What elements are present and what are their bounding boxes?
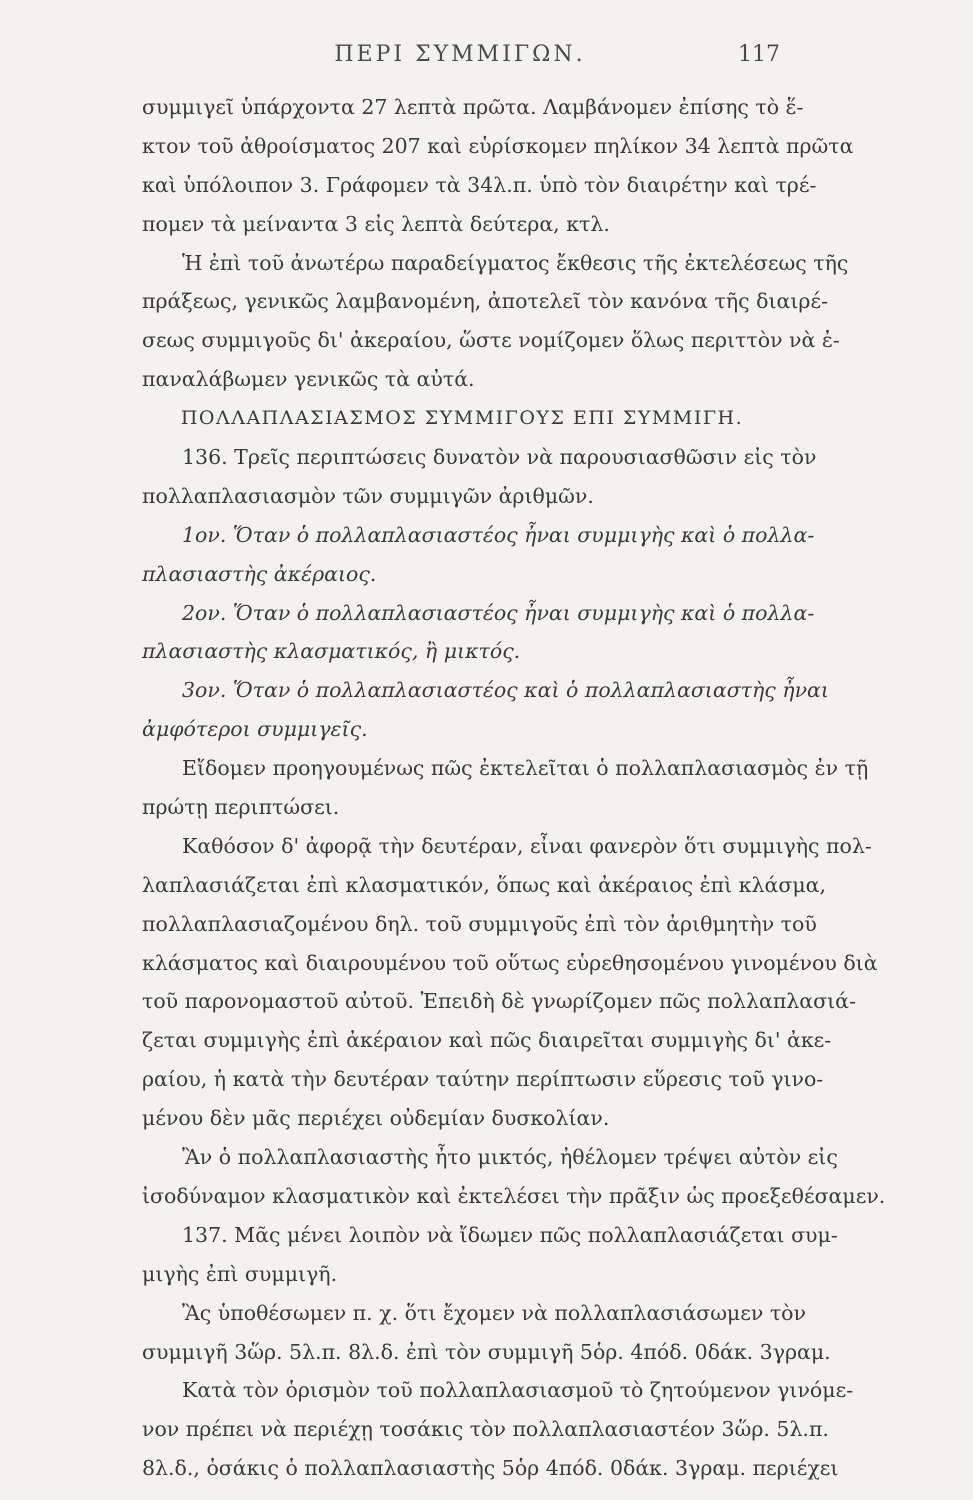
section-heading: ΠΟΛΛΑΠΛΑΣΙΑΣΜΟΣ ΣΥΜΜΙΓΟΥΣ ΕΠΙ ΣΥΜΜΙΓΗ.: [180, 407, 744, 430]
page-body: [142, 88, 886, 1488]
text-line: κλάσματος καὶ διαιρουμένου τοῦ οὕτως εὑρεθησομένου γινομένου διὰ: [142, 950, 878, 975]
text-line: κτον τοῦ ἀθροίσματος 207 καὶ εὑρίσκομεν πηλίκον 34 λεπτὰ πρῶτα: [142, 133, 854, 158]
text-line: τοῦ παρονομαστοῦ αὐτοῦ. Ἐπειδὴ δὲ γνωρίζομεν πῶς πολλαπλασιά-: [142, 989, 856, 1014]
text-line: παναλάβωμεν γενικῶς τὰ αὐτά.: [142, 367, 475, 392]
text-line: Ἂν ὁ πολλαπλασιαστὴς ἦτο μικτός, ἠθέλομεν τρέψει αὐτὸν εἰς: [182, 1145, 838, 1170]
text-line: ζεται συμμιγὴς ἐπὶ ἀκέραιον καὶ πῶς διαιρεῖται συμμιγὴς δι' ἀκε-: [142, 1028, 832, 1053]
text-line: Εἴδομεν προηγουμένως πῶς ἐκτελεῖται ὁ πολλαπλασιασμὸς ἐν τῇ: [182, 756, 869, 781]
text-line: νον πρέπει νὰ περιέχῃ τοσάκις τὸν πολλαπλασιαστέον 3ὥρ. 5λ.π.: [142, 1417, 829, 1442]
text-line: Κατὰ τὸν ὁρισμὸν τοῦ πολλαπλασιασμοῦ τὸ ζητούμενον γινόμε-: [182, 1378, 854, 1403]
text-line: πρώτῃ περιπτώσει.: [142, 795, 340, 820]
text-line: 137. Μᾶς μένει λοιπὸν νὰ ἴδωμεν πῶς πολλαπλασιάζεται συμ-: [182, 1222, 838, 1247]
text-line: συμμιγεῖ ὑπάρχοντα 27 λεπτὰ πρῶτα. Λαμβάνομεν ἐπίσης τὸ ἕ-: [142, 95, 804, 119]
text-line: 1ον. Ὅταν ὁ πολλαπλασιαστέος ἦναι συμμιγὴς καὶ ὁ πολλα-: [182, 522, 815, 547]
text-line: ραίου, ἡ κατὰ τὴν δευτέραν ταύτην περίπτωσιν εὕρεσις τοῦ γινο-: [142, 1067, 824, 1092]
text-line: πράξεως, γενικῶς λαμβανομένη, ἀποτελεῖ τὸν κανόνα τῆς διαιρέ-: [142, 289, 828, 314]
text-line: σεως συμμιγοῦς δι' ἀκεραίου, ὥστε νομίζομεν ὅλως περιττὸν νὰ ἐ-: [142, 328, 840, 353]
text-line: Ἡ ἐπὶ τοῦ ἀνωτέρω παραδείγματος ἔκθεσις τῆς ἐκτελέσεως τῆς: [182, 250, 849, 275]
text-line: συμμιγῆ 3ὥρ. 5λ.π. 8λ.δ. ἐπὶ τὸν συμμιγῆ 5ὁρ. 4πόδ. 0δάκ. 3γραμ.: [142, 1339, 831, 1364]
page-header: [140, 38, 780, 78]
text-line: 136. Τρεῖς περιπτώσεις δυνατὸν νὰ παρουσιασθῶσιν εἰς τὸν: [182, 445, 817, 470]
text-line: καὶ ὑπόλοιπον 3. Γράφομεν τὰ 34λ.π. ὑπὸ τὸν διαιρέτην καὶ τρέ-: [142, 172, 817, 197]
text-line: Ἂς ὑποθέσωμεν π. χ. ὅτι ἔχομεν νὰ πολλαπλασιάσωμεν τὸν: [182, 1300, 806, 1325]
text-line: πολλαπλασιαζομένου δηλ. τοῦ συμμιγοῦς ἐπὶ τὸν ἀριθμητὴν τοῦ: [142, 911, 817, 936]
running-head: ΠΕΡΙ ΣΥΜΜΙΓΩΝ.: [334, 42, 586, 67]
text-line: Καθόσον δ' ἀφορᾷ τὴν δευτέραν, εἶναι φανερὸν ὅτι συμμιγὴς πολ-: [182, 833, 872, 858]
text-line: μένου δὲν μᾶς περιέχει οὐδεμίαν δυσκολίαν.: [142, 1106, 610, 1131]
text-line: ἀμφότεροι συμμιγεῖς.: [142, 717, 368, 742]
text-line: πολλαπλασιασμὸν τῶν συμμιγῶν ἀριθμῶν.: [142, 483, 594, 508]
text-line: λαπλασιάζεται ἐπὶ κλασματικόν, ὅπως καὶ ἀκέραιος ἐπὶ κλάσμα,: [142, 872, 826, 897]
text-line: μιγὴς ἐπὶ συμμιγῆ.: [142, 1261, 338, 1286]
text-line: 3ον. Ὅταν ὁ πολλαπλασιαστέος καὶ ὁ πολλαπλασιαστὴς ἦναι: [182, 678, 829, 703]
page-number: 117: [738, 42, 780, 67]
text-line: ἰσοδύναμον κλασματικὸν καὶ ἐκτελέσει τὴν πρᾶξιν ὡς προεξεθέσαμεν.: [142, 1183, 886, 1208]
text-line: 2ον. Ὅταν ὁ πολλαπλασιαστέος ἦναι συμμιγὴς καὶ ὁ πολλα-: [182, 600, 815, 625]
text-line: 8λ.δ., ὁσάκις ὁ πολλαπλασιαστὴς 5ὁρ 4πόδ. 0δάκ. 3γραμ. περιέχει: [142, 1456, 839, 1481]
text-line: πλασιαστὴς κλασματικός, ἢ μικτός.: [142, 639, 521, 664]
text-line: πλασιαστὴς ἀκέραιος.: [142, 561, 377, 586]
text-line: πομεν τὰ μείναντα 3 εἰς λεπτὰ δεύτερα, κτλ.: [142, 211, 610, 236]
